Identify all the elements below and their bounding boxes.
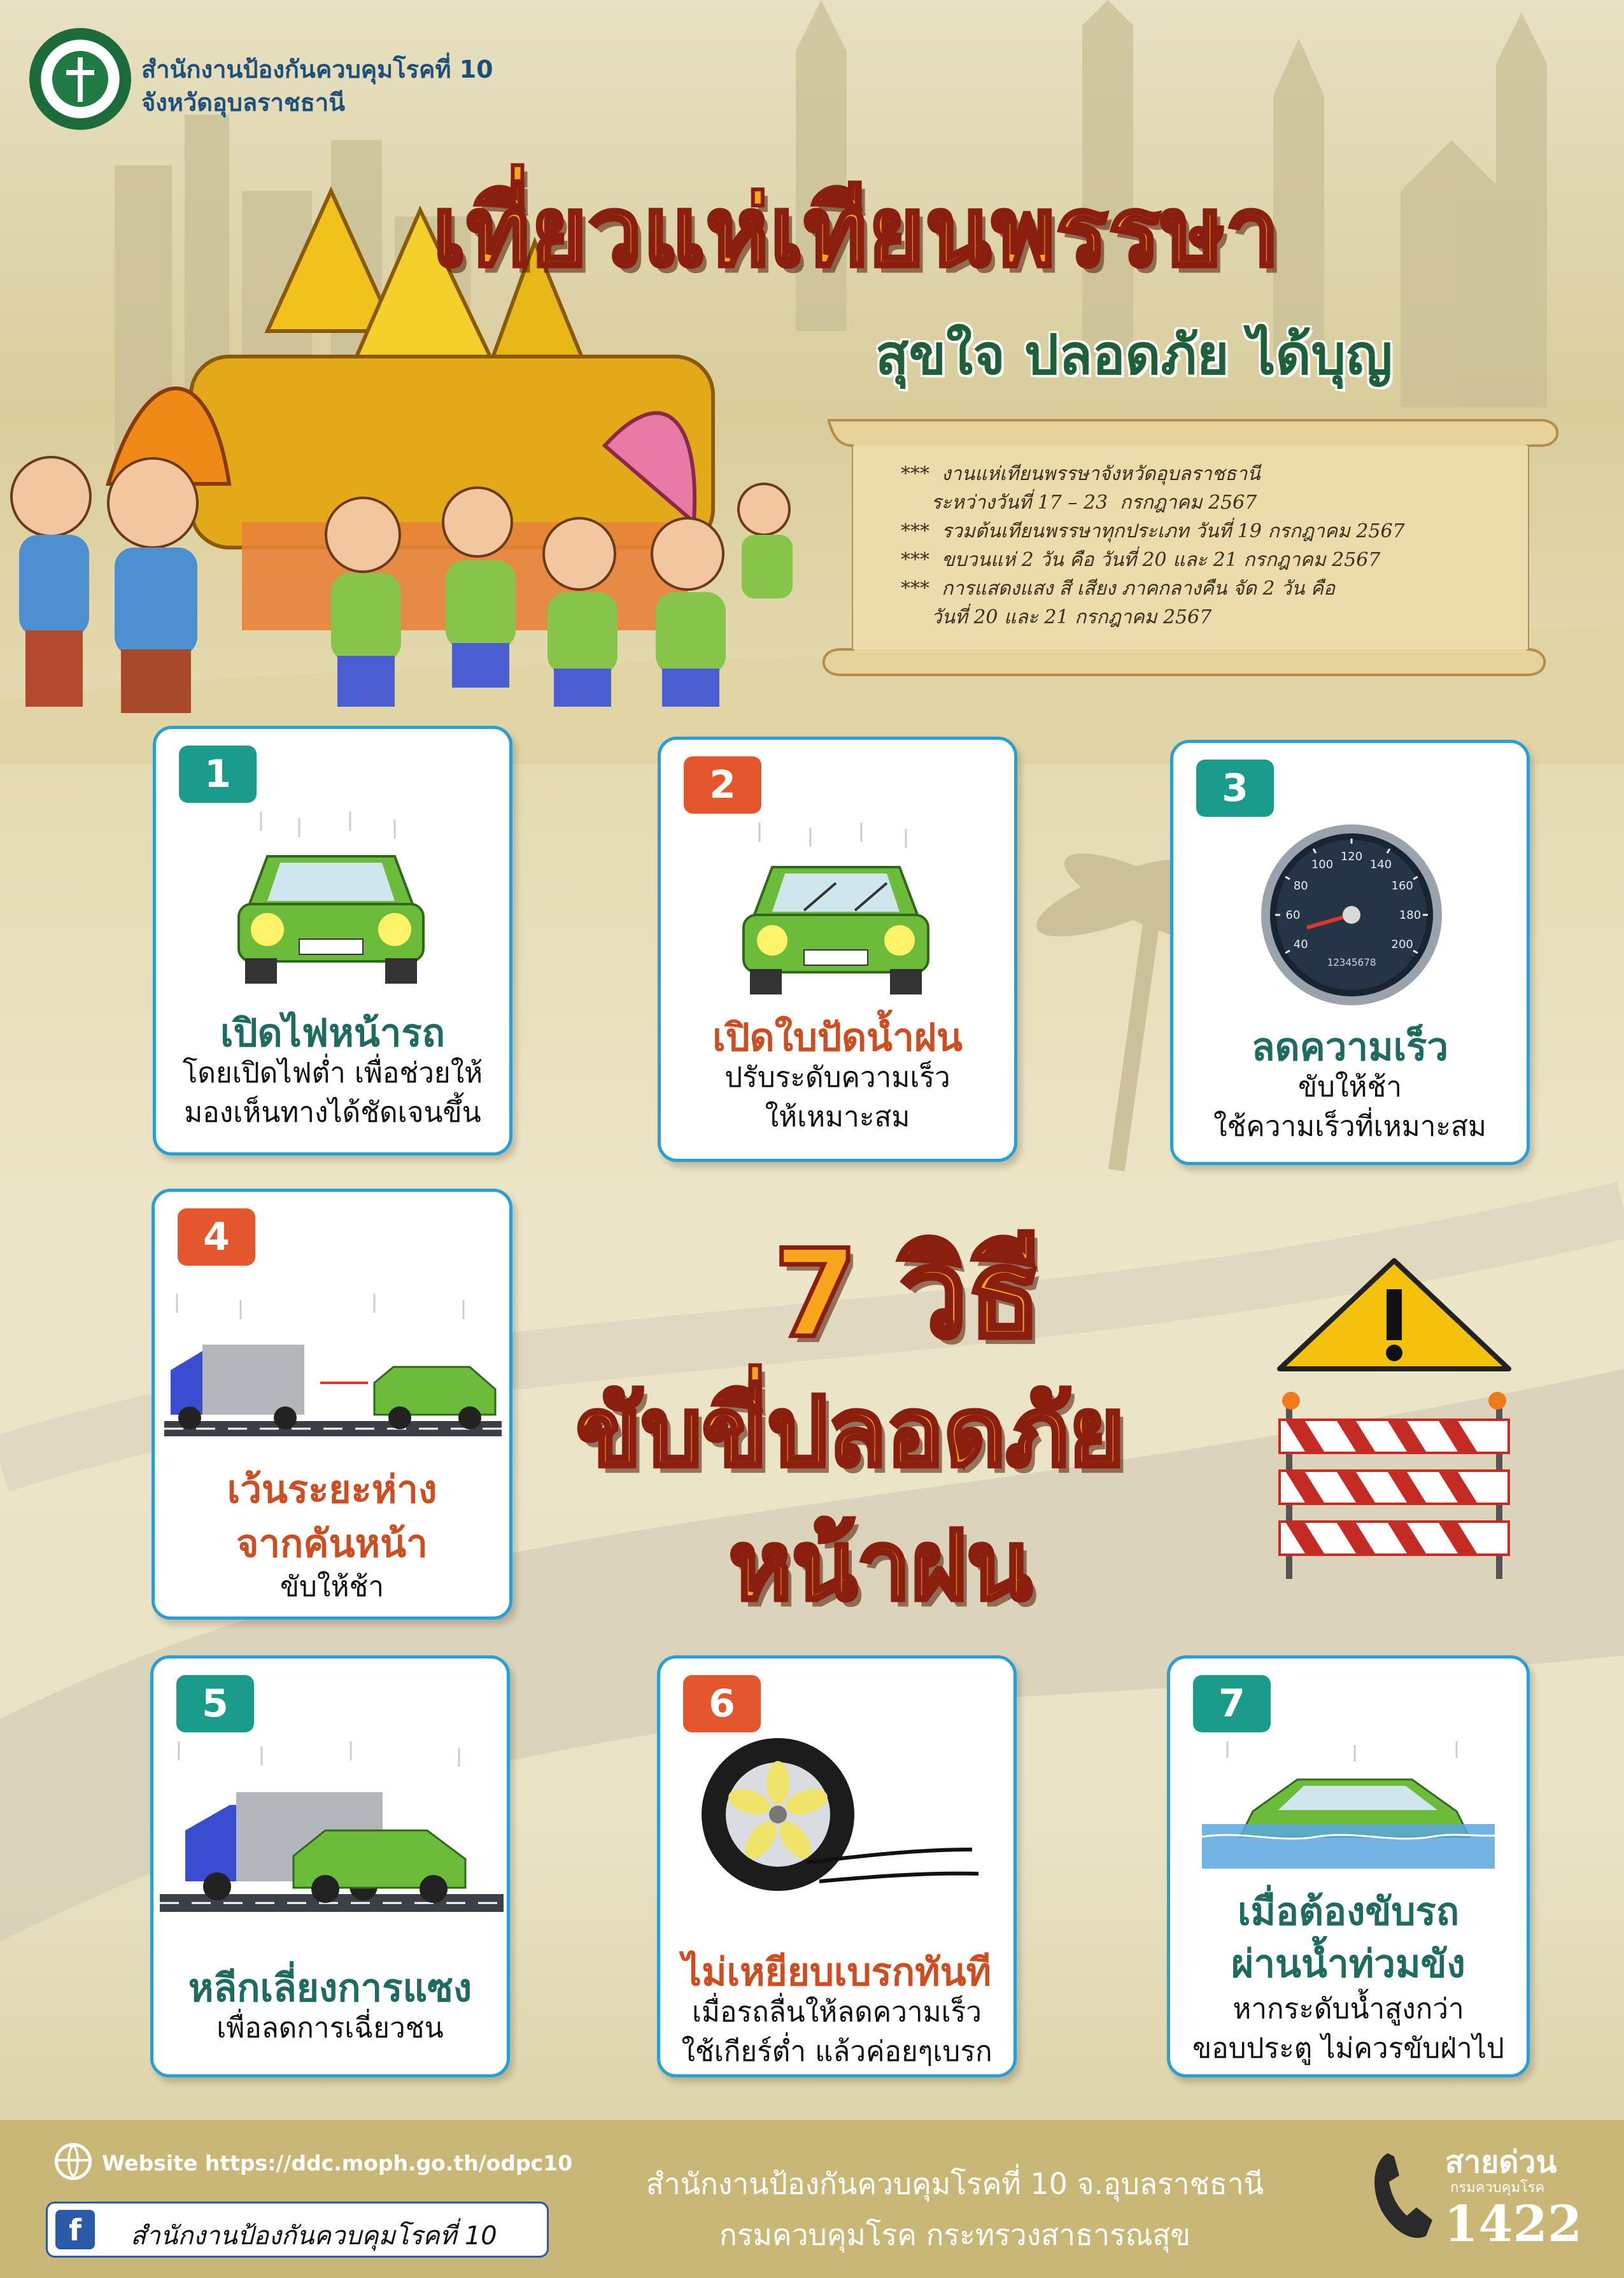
page-subtitle: สุขใจ ปลอดภัย ได้บุญ [875, 323, 1393, 387]
org-name-line1: สำนักงานป้องกันควบคุมโรคที่ 10 [141, 55, 493, 83]
svg-text:12345678: 12345678 [1327, 956, 1376, 968]
warning-barrier-illustration [1267, 1254, 1534, 1598]
tip-title-line2: จากคันหน้า [236, 1522, 428, 1566]
hotline-sublabel: กรมควบคุมโรค [1450, 2180, 1545, 2196]
tip-desc-line1: ปรับระดับความเร็ว [724, 1061, 950, 1094]
page-title: เที่ยวแห่เทียนพรรษา [433, 177, 1281, 288]
event-notice-text [901, 460, 1563, 632]
speed-tick-label: 180 [1399, 909, 1422, 922]
tire-brake-illustration [698, 1729, 985, 1900]
tip-card-6 [657, 1655, 1017, 2077]
tip-desc-line1: ขับให้ช้า [279, 1571, 385, 1603]
tip-card-7 [1167, 1655, 1530, 2077]
tip-number-badge: 4 [178, 1208, 255, 1266]
phone-icon [1369, 2147, 1439, 2242]
tip-desc-line1: ขับให้ช้า [1297, 1071, 1402, 1103]
tip-card-4 [152, 1189, 512, 1620]
tip-title: หลีกเลี่ยงการแซง [188, 1966, 472, 2011]
hotline-number[interactable]: 1422 [1444, 2195, 1583, 2253]
org-name-line2: จังหวัดอุบลราชธานี [141, 88, 346, 117]
tip-card-5 [150, 1655, 510, 2077]
tip-number-badge: 1 [179, 746, 257, 803]
event-notice-line: วันที่ 20 และ 21 กรกฎาคม 2567 [901, 606, 1212, 628]
following-distance-illustration [164, 1294, 502, 1447]
tip-desc-line1: โดยเปิดไฟต่ำ เพื่อช่วยให้ [182, 1057, 483, 1089]
tip-number-badge: 5 [176, 1675, 254, 1732]
event-notice-line: *** การแสดงแสง สี เสียง ภาคกลางคืน จัด 2 วัน คือ [901, 577, 1336, 600]
event-notice-line: *** รวมต้นเทียนพรรษาทุกประเภท วันที่ 19 กรกฎาคม 2567 [901, 520, 1405, 542]
heading-safe-driving: ขับขี่ปลอดภัย [576, 1377, 1125, 1488]
tip-number-badge: 6 [683, 1675, 761, 1732]
tip-number-badge: 7 [1193, 1675, 1271, 1732]
event-notice-line: *** ขบวนแห่ 2 วัน คือ วันที่ 20 และ 21 กรกฎาคม 2567 [901, 549, 1381, 571]
tip-card-1 [153, 726, 512, 1156]
tip-number-badge: 2 [684, 756, 761, 814]
tip-number-badge: 3 [1196, 760, 1274, 817]
tip-desc-line1: เมื่อรถลื่นให้ลดความเร็ว [691, 1996, 982, 2028]
caduceus-icon [48, 47, 112, 111]
speed-tick-label: 140 [1369, 858, 1392, 872]
facebook-icon: f [55, 2210, 95, 2249]
tip-desc-line2: ใช้เกียร์ต่ำ แล้วค่อยๆเบรก [681, 2035, 992, 2068]
footer-organization [598, 2158, 1311, 2260]
tip-title: เว้นระยะห่าง [227, 1468, 437, 1512]
flooded-road-illustration [1202, 1741, 1495, 1869]
ministry-logo [29, 28, 131, 130]
event-notice-line: ระหว่างวันที่ 17 – 23 กรกฎาคม 2567 [901, 492, 1257, 514]
tip-title: ไม่เหยียบเบรกทันที [682, 1950, 992, 1995]
speed-tick-label: 160 [1391, 879, 1413, 893]
tip-card-2 [658, 737, 1017, 1162]
event-notice-line: *** งานแห่เทียนพรรษาจังหวัดอุบลราชธานี [901, 463, 1260, 485]
tip-desc-line1: หากระดับน้ำสูงกว่า [1232, 1993, 1464, 2025]
website-link[interactable]: Website https://ddc.moph.go.th/odpc10 [102, 2151, 573, 2175]
speed-tick-label: 60 [1285, 909, 1301, 922]
globe-icon [55, 2143, 92, 2180]
speedometer-icon [1256, 819, 1447, 1010]
tip-title: เมื่อต้องขับรถ [1237, 1890, 1460, 1934]
tip-card-3 [1170, 740, 1530, 1165]
tip-title: ลดความเร็ว [1251, 1025, 1449, 1070]
tip-desc-line2: ให้เหมาะสม [765, 1101, 910, 1133]
road-barrier-icon [1280, 1392, 1509, 1579]
speed-tick-label: 100 [1311, 858, 1334, 872]
tip-title: เปิดใบปัดน้ำฝน [712, 1015, 963, 1060]
tip-title-line2: ผ่านน้ำท่วมขัง [1231, 1942, 1465, 1986]
footer-org-line2: กรมควบคุมโรค กระทรวงสาธารณสุข [719, 2218, 1190, 2252]
speed-tick-label: 80 [1293, 879, 1308, 893]
event-notice-scroll [789, 407, 1579, 681]
heading-rainy-season: หน้าฝน [729, 1511, 1033, 1622]
car-wipers-illustration [728, 823, 944, 1001]
facebook-page-name: สำนักงานป้องกันควบคุมโรคที่ 10 [131, 2221, 497, 2251]
speed-tick-label: 120 [1340, 850, 1363, 863]
heading-seven-ways: 7 วิธี [773, 1224, 1042, 1364]
tip-desc-line2: ใช้ความเร็วที่เหมาะสม [1213, 1110, 1486, 1143]
facebook-link[interactable] [46, 2202, 549, 2258]
speed-tick-label: 200 [1391, 938, 1413, 951]
tip-desc-line1: เพื่อลดการเฉี่ยวชน [216, 2012, 444, 2044]
tip-desc-line2: ขอบประตู ไม่ควรขับฝ่าไป [1192, 2032, 1504, 2065]
hotline-label: สายด่วน [1445, 2144, 1557, 2180]
warning-icon [1280, 1261, 1509, 1369]
tip-desc-line2: มองเห็นทางได้ชัดเจนขึ้น [184, 1096, 481, 1129]
speed-tick-label: 40 [1293, 938, 1308, 951]
car-headlights-illustration [223, 812, 439, 990]
avoid-overtaking-illustration [160, 1741, 504, 1926]
tip-title: เปิดไฟหน้ารถ [220, 1011, 446, 1056]
footer-org-line1: สำนักงานป้องกันควบคุมโรคที่ 10 จ.อุบลราชธานี [646, 2167, 1264, 2201]
